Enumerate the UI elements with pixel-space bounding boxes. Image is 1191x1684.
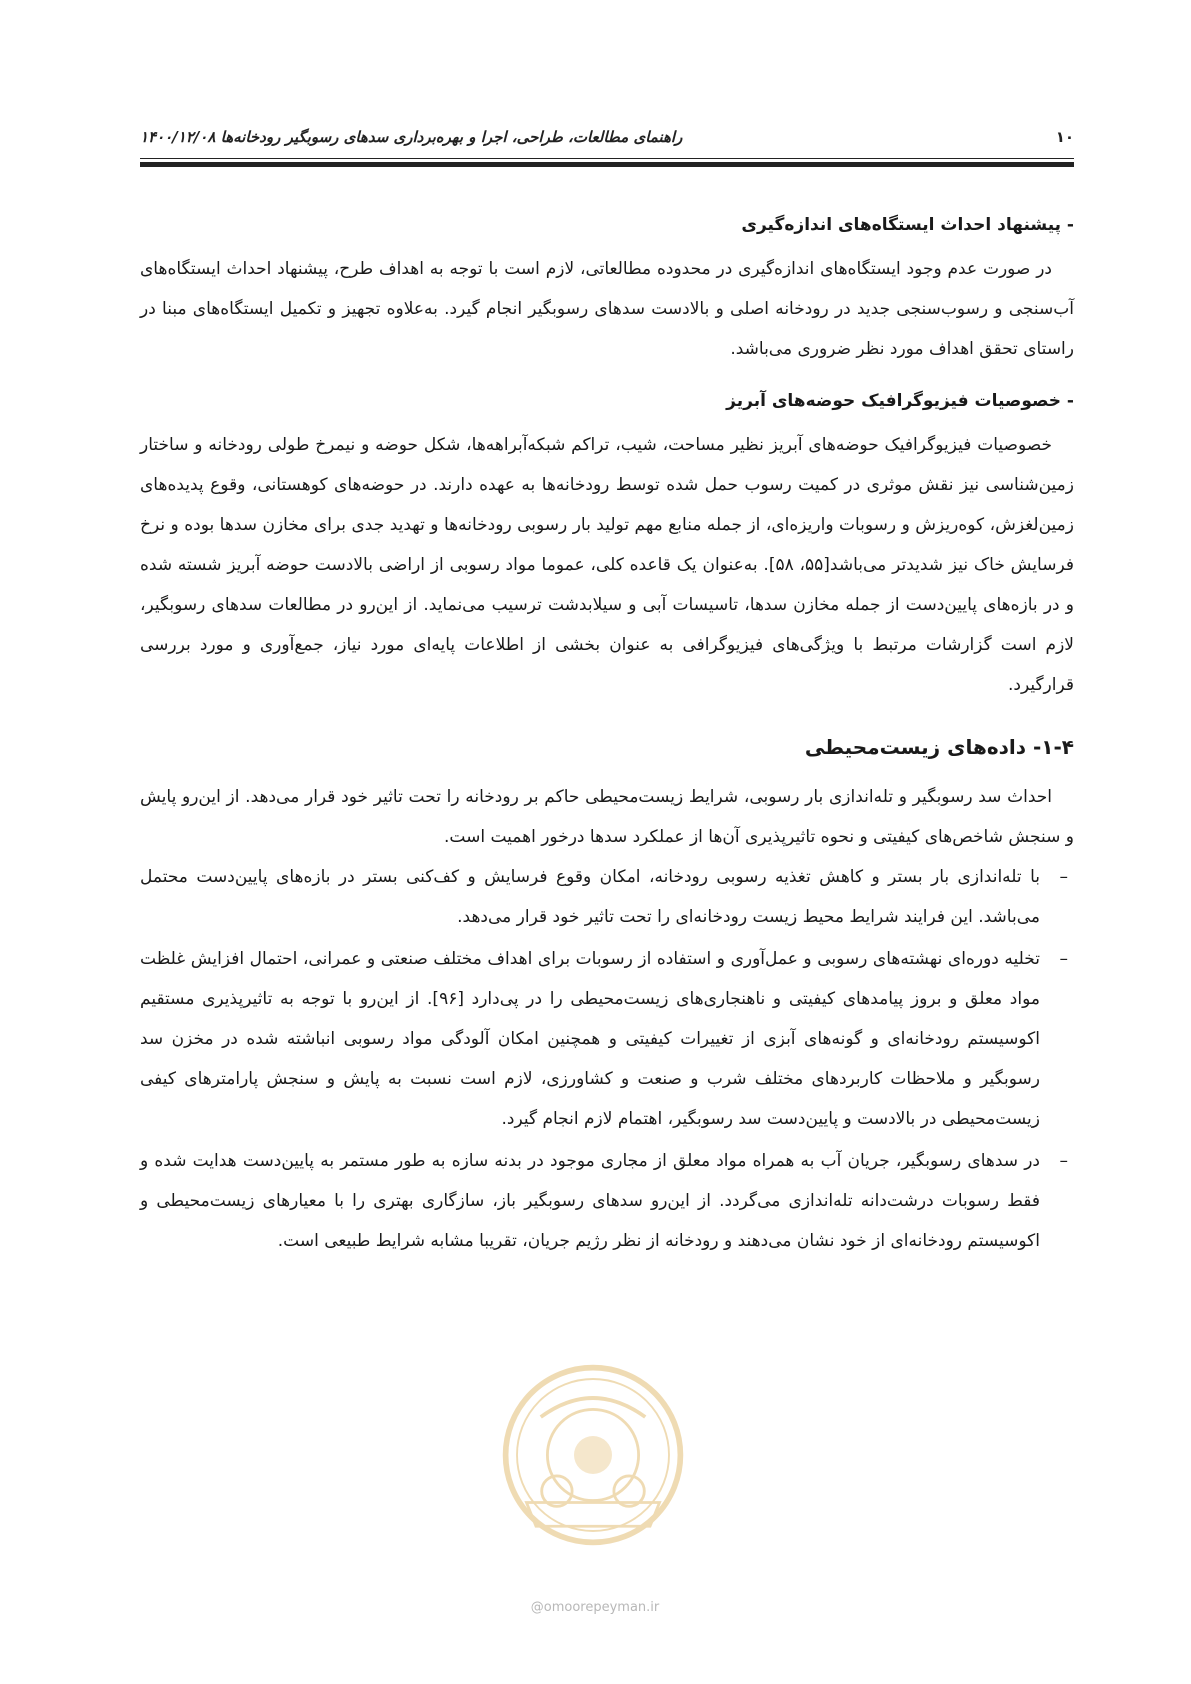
env-bullet-list: [140, 857, 1074, 1261]
bullet-dash: –: [1059, 949, 1068, 969]
list-item: [140, 857, 1074, 937]
page-body: [140, 205, 1074, 1263]
physio-paragraph: خصوصیات فیزیوگرافیک حوضه‌های آبریز نظیر مساحت، شیب، تراکم شبکه‌آبراهه‌ها، شکل حوضه و نیمرخ طولی رودخانه و ساختار زمین‌شناسی نیز نقش موثری در کمیت رسوب حمل شده توسط رودخانه‌ها به عهده دارند. در حوضه‌های کوهستانی، وقوع پدیده‌های زمین‌لغزش، کوه‌ریزش و رسوبات واریزه‌ای، از جمله منابع مهم تولید بار رسوبی رودخانه‌ها و تهدید جدی برای مخازن سدها بوده و نرخ فرسایش خاک نیز شدیدتر می‌باشد[۵۵، ۵۸]. به‌عنوان یک قاعده کلی، عموما مواد رسوبی از اراضی بالادست حوضه آبریز شسته شده و در بازه‌های پایین‌دست از جمله مخازن سدها، تاسیسات آبی و سیلابدشت ترسیب می‌نماید. از این‌رو در مطالعات سدهای رسوبگیر، لازم است گزارشات مرتبط با ویژگی‌های فیزیوگرافی به عنوان بخشی از اطلاعات پایه‌ای مورد نیاز، جمع‌آوری و مورد بررسی قرارگیرد.: [140, 435, 1074, 695]
list-item: [140, 939, 1074, 1139]
header-rule-thick: [140, 162, 1074, 167]
bullet-text: در سدهای رسوبگیر، جریان آب به همراه مواد معلق از مجاری موجود در بدنه سازه به طور مستمر به پایین‌دست هدایت شده و فقط رسوبات درشت‌دانه تله‌اندازی می‌گردد. از این‌رو سدهای رسوبگیر باز، سازگاری بهتری را با معیارهای زیست‌محیطی و اکوسیستم رودخانه‌ای از خود نشان می‌دهند و رودخانه از نظر رژیم جریان، تقریبا مشابه شرایط طبیعی است.: [140, 1151, 1040, 1251]
watermark-url: @omoorepeyman.ir: [530, 1600, 660, 1615]
stations-heading: - پیشنهاد احداث ایستگاه‌های اندازه‌گیری: [741, 215, 1074, 235]
env-paragraph: احداث سد رسوبگیر و تله‌اندازی بار رسوبی، شرایط زیست‌محیطی حاکم بر رودخانه را تحت تاثیر خود قرار می‌دهد. از این‌رو پایش و سنجش شاخص‌های کیفیتی و نحوه تاثیرپذیری آن‌ها از عملکرد سدها درخور اهمیت است.: [140, 787, 1074, 847]
physio-heading: - خصوصیات فیزیوگرافیک حوضه‌های آبریز: [726, 391, 1074, 411]
list-item: [140, 1141, 1074, 1261]
bullet-dash: –: [1059, 867, 1068, 887]
bullet-text: تخلیه دوره‌ای نهشته‌های رسوبی و عمل‌آوری و استفاده از رسوبات برای اهداف مختلف صنعتی و عمرانی، احتمال افزایش غلظت مواد معلق و بروز پیامدهای کیفیتی و ناهنجاری‌های زیست‌محیطی را در پی‌دارد [۹۶]. از این‌رو با توجه به تاثیرپذیری مستقیم اکوسیستم رودخانه‌ای و گونه‌های آبزی از تغییرات کیفیتی و همچنین امکان آلودگی مواد رسوبی انباشته شده در مخزن سد رسوبگیر و ملاحظات کاربردهای مختلف شرب و صنعت و کشاورزی، لازم است نسبت به پایش و سنجش پارامترهای کیفی زیست‌محیطی در بالادست و پایین‌دست سد رسوبگیر، اهتمام لازم انجام گیرد.: [140, 949, 1040, 1129]
spacer: [140, 369, 1074, 381]
watermark-seal-icon: [498, 1360, 688, 1550]
bullet-text: با تله‌اندازی بار بستر و کاهش تغذیه رسوبی رودخانه، امکان وقوع فرسایش و کف‌کنی بستر در بازه‌های پایین‌دست محتمل می‌باشد. این فرایند شرایط محیط زیست رودخانه‌ای را تحت تاثیر خود قرار می‌دهد.: [140, 867, 1040, 927]
page-header: [140, 128, 1074, 150]
page-number: ۱۰: [1055, 128, 1074, 146]
stations-paragraph: در صورت عدم وجود ایستگاه‌های اندازه‌گیری در محدوده مطالعاتی، لازم است با توجه به اهداف طرح، پیشنهاد احداث ایستگاه‌های آب‌سنجی و رسوب‌سنجی جدید در رودخانه اصلی و بالادست سدهای رسوبگیر انجام گیرد. به‌علاوه تجهیز و تکمیل ایستگاه‌های مبنا در راستای تحقق اهداف مورد نظر ضروری می‌باشد.: [140, 259, 1074, 359]
header-title: راهنمای مطالعات، طراحی، اجرا و بهره‌برداری سدهای رسوبگیر رودخانه‌ها ۱۴۰۰/۱۲/۰۸: [140, 128, 683, 146]
env-section-heading: ۱-۴- داده‌های زیست‌محیطی: [804, 735, 1074, 759]
bullet-dash: –: [1059, 1151, 1068, 1171]
header-rule-thin: [140, 158, 1074, 159]
